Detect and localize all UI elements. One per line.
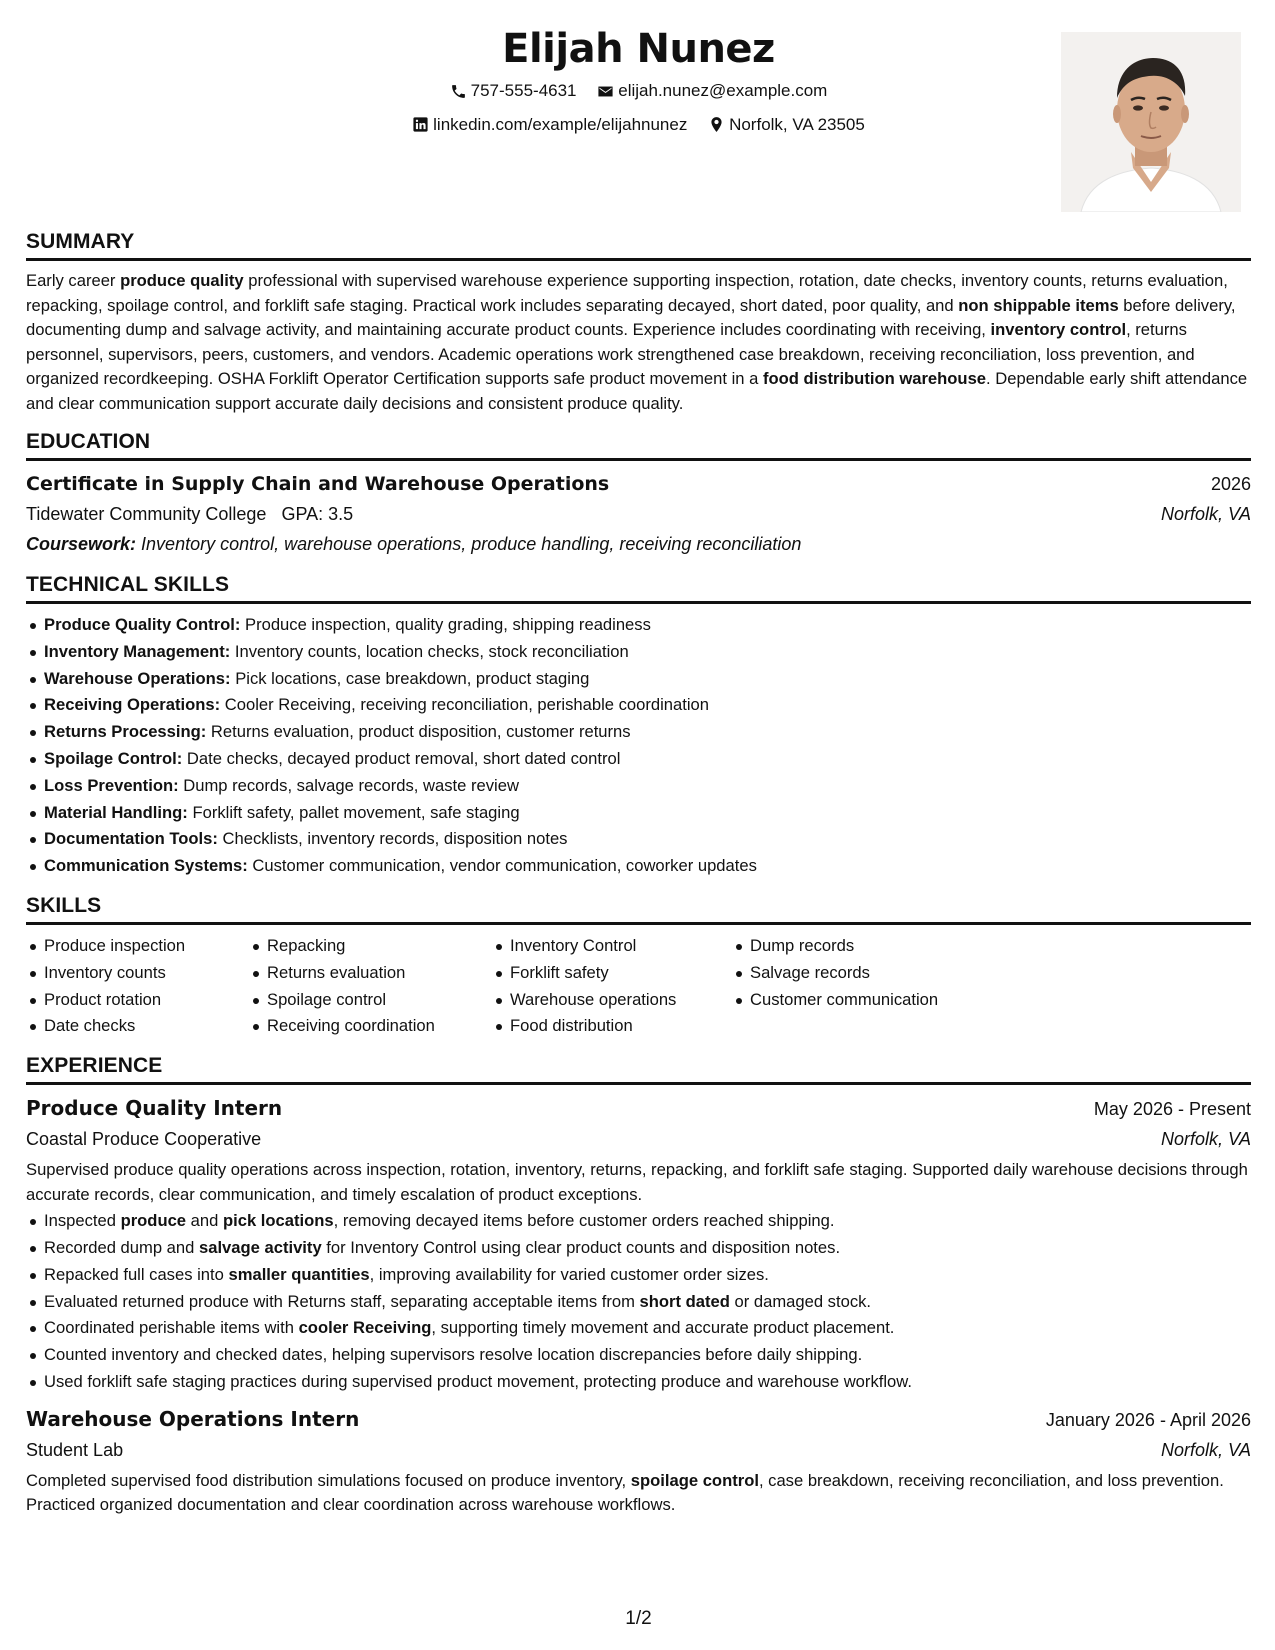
phone-item[interactable] [450, 76, 577, 106]
coursework-text: Inventory control, warehouse operations, produce handling, receiving reconciliation [141, 534, 802, 554]
job-description: Supervised produce quality operations across inspection, rotation, inventory, returns, repacking, and forklift safe staging. Supported daily warehouse decisions through accurate records, clear communication, and timely escalation of product exceptions. [26, 1160, 1248, 1204]
job-role: Warehouse Operations Intern [26, 1406, 360, 1431]
location-text: Norfolk, VA 23505 [729, 114, 865, 134]
list-item: Date checks [26, 1013, 231, 1040]
school-info [26, 499, 353, 529]
school-name: Tidewater Community College [26, 504, 267, 524]
list-item: Repacking [249, 933, 474, 960]
list-item: Product rotation [26, 987, 231, 1014]
profile-photo [1061, 32, 1241, 212]
list-item: Receiving Operations: Cooler Receiving, receiving reconciliation, perishable coordination [26, 692, 1251, 719]
job-dates: May 2026 - Present [1093, 1099, 1251, 1120]
skills-column-2 [249, 933, 474, 1040]
mail-icon [597, 83, 614, 100]
resume-page [26, 22, 1251, 1632]
job-dates: January 2026 - April 2026 [1045, 1409, 1251, 1430]
education-title-row [26, 469, 1251, 499]
skills-section [26, 892, 1251, 1040]
technical-skills-list [26, 612, 1251, 880]
location-item [708, 110, 865, 140]
education-location: Norfolk, VA [1160, 504, 1251, 524]
technical-skills-section [26, 571, 1251, 880]
job-company-row [26, 1435, 1251, 1465]
list-item: Repacked full cases into smaller quantities, improving availability for varied customer order sizes. [26, 1262, 1251, 1289]
education-school-row [26, 499, 1251, 529]
list-item: Inspected produce and pick locations, removing decayed items before customer orders reached shipping. [26, 1208, 1251, 1235]
list-item: Spoilage control [249, 987, 474, 1014]
job-location: Norfolk, VA [1160, 1129, 1251, 1150]
job-entry [26, 1404, 1251, 1518]
linkedin-item[interactable] [412, 110, 687, 140]
list-item: Inventory counts [26, 960, 231, 987]
coursework-line [26, 529, 1251, 559]
job-company: Coastal Produce Cooperative [26, 1129, 262, 1150]
experience-heading: EXPERIENCE [26, 1052, 1251, 1085]
summary-heading: SUMMARY [26, 228, 1251, 261]
list-item: Salvage records [732, 960, 992, 987]
list-item: Counted inventory and checked dates, helping supervisors resolve location discrepancies before daily shipping. [26, 1342, 1251, 1369]
map-pin-icon [708, 116, 725, 133]
list-item: Returns Processing: Returns evaluation, product disposition, customer returns [26, 719, 1251, 746]
skills-heading: SKILLS [26, 892, 1251, 925]
resume-header [26, 22, 1251, 220]
list-item: Used forklift safe staging practices during supervised product movement, protecting produce and warehouse workflow. [26, 1369, 1251, 1396]
page-number: 1/2 [625, 1608, 652, 1629]
candidate-name: Elijah Nunez [502, 26, 775, 72]
skills-column-3 [492, 933, 714, 1040]
education-year: 2026 [1210, 474, 1251, 494]
list-item: Forklift safety [492, 960, 714, 987]
list-item: Material Handling: Forklift safety, pallet movement, safe staging [26, 800, 1251, 827]
education-section [26, 428, 1251, 559]
skills-column-4 [732, 933, 992, 1040]
summary-section [26, 228, 1251, 416]
job-location: Norfolk, VA [1160, 1439, 1251, 1460]
job-entry [26, 1093, 1251, 1396]
list-item: Documentation Tools: Checklists, inventory records, disposition notes [26, 826, 1251, 853]
technical-skills-heading: TECHNICAL SKILLS [26, 571, 1251, 604]
coursework-label: Coursework: [26, 534, 137, 554]
list-item: Loss Prevention: Dump records, salvage records, waste review [26, 773, 1251, 800]
list-item: Spoilage Control: Date checks, decayed product removal, short dated control [26, 746, 1251, 773]
job-title-row [26, 1093, 1251, 1124]
list-item: Inventory Management: Inventory counts, location checks, stock reconciliation [26, 639, 1251, 666]
list-item: Recorded dump and salvage activity for Inventory Control using clear product counts and disposition notes. [26, 1235, 1251, 1262]
email-item[interactable] [597, 76, 827, 106]
linkedin-text: linkedin.com/example/elijahnunez [433, 114, 688, 134]
list-item: Warehouse operations [492, 987, 714, 1014]
phone-text: 757-555-4631 [470, 81, 577, 100]
summary-text: Early career produce quality professional with supervised warehouse experience supporting inspection, rotation, date checks, inventory counts, returns evaluation, repacking, spoilage control, and forklift safe staging. Practical work includes separating decayed, short dated, poor quality, and non shippable items before delivery, documenting dump and salvage activity, and maintaining accurate product counts. Experience includes coordinating with receiving, inventory control, returns personnel, supervisors, peers, customers, and vendors. Academic operations work strengthened case breakdown, receiving reconciliation, loss prevention, and organized recordkeeping. OSHA Forklift Operator Certification supports safe product movement in a food distribution warehouse. Dependable early shift attendance and clear communication support accurate daily decisions and consistent produce quality. [26, 271, 1248, 413]
list-item: Inventory Control [492, 933, 714, 960]
job-company: Student Lab [26, 1439, 124, 1460]
list-item: Dump records [732, 933, 992, 960]
degree-title: Certificate in Supply Chain and Warehouse Operations [26, 473, 610, 495]
list-item: Warehouse Operations: Pick locations, case breakdown, product staging [26, 666, 1251, 693]
linkedin-icon [412, 116, 429, 133]
skills-columns [26, 933, 1251, 1040]
list-item: Evaluated returned produce with Returns staff, separating acceptable items from short dated or damaged stock. [26, 1289, 1251, 1316]
list-item: Customer communication [732, 987, 992, 1014]
list-item: Communication Systems: Customer communication, vendor communication, coworker updates [26, 853, 1251, 880]
gpa: GPA: 3.5 [281, 504, 354, 524]
list-item: Coordinated perishable items with cooler Receiving, supporting timely movement and accurate product placement. [26, 1315, 1251, 1342]
email-text: elijah.nunez@example.com [618, 81, 828, 100]
job-title-row [26, 1404, 1251, 1435]
job-description: Completed supervised food distribution simulations focused on produce inventory, spoilage control, case breakdown, receiving reconciliation, and loss prevention. Practiced organized documentation and clear coordination across warehouse workflows. [26, 1470, 1224, 1515]
job-role: Produce Quality Intern [26, 1096, 283, 1121]
phone-icon [450, 83, 467, 100]
list-item: Food distribution [492, 1013, 714, 1040]
list-item: Returns evaluation [249, 960, 474, 987]
education-heading: EDUCATION [26, 428, 1251, 461]
list-item: Receiving coordination [249, 1013, 474, 1040]
list-item: Produce inspection [26, 933, 231, 960]
job-bullets [26, 1208, 1251, 1396]
job-company-row [26, 1124, 1251, 1154]
experience-section [26, 1052, 1251, 1518]
list-item: Produce Quality Control: Produce inspection, quality grading, shipping readiness [26, 612, 1251, 639]
skills-column-1 [26, 933, 231, 1040]
